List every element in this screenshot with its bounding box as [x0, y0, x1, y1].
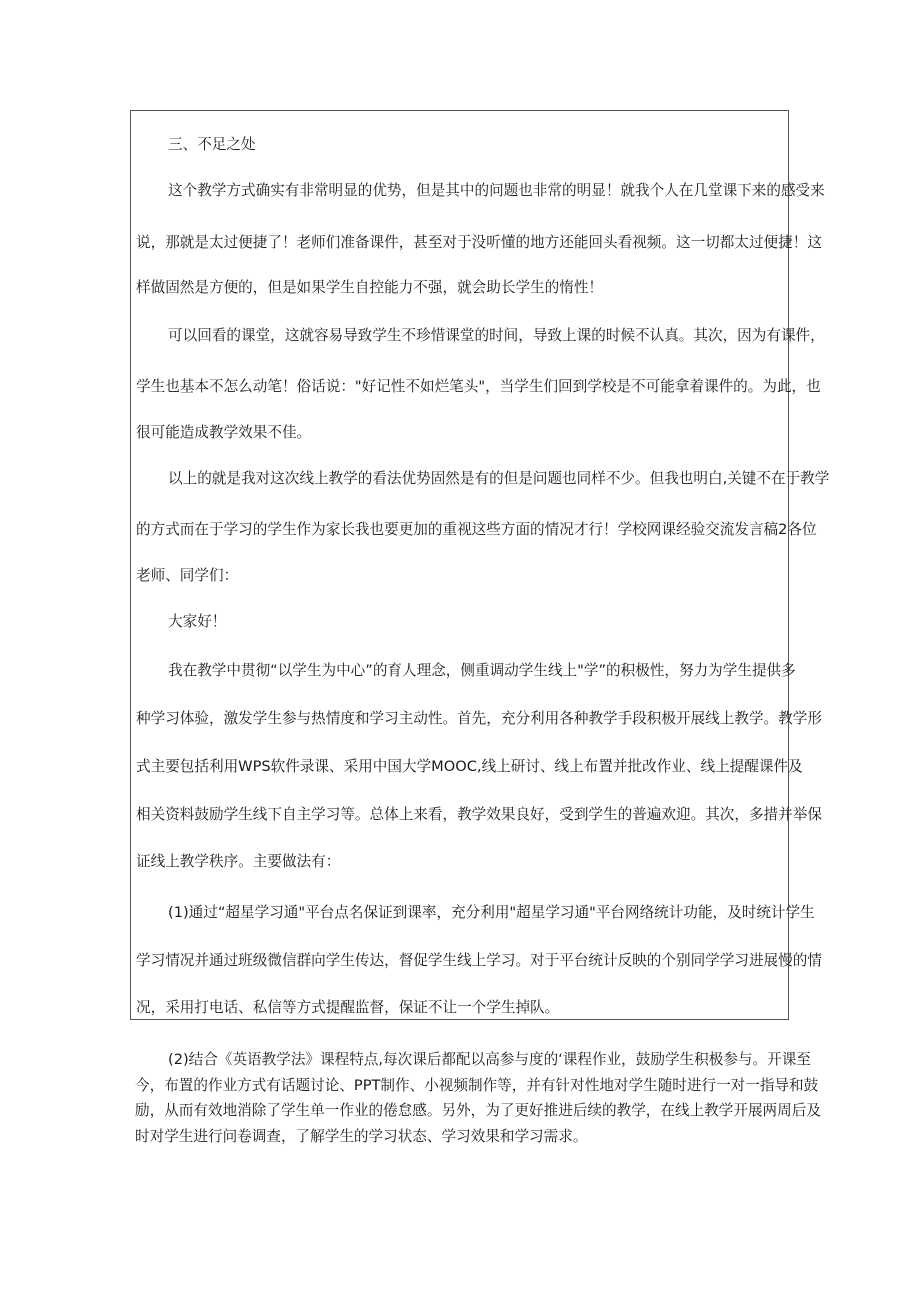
greeting: 大家好！ — [168, 613, 227, 630]
paragraph-line: 这个教学方式确实有非常明显的优势，但是其中的问题也非常的明显！就我个人在几堂课下来的感受来 — [168, 182, 825, 199]
content-table-cell — [130, 110, 830, 1020]
paragraph-line: 况，采用打电话、私信等方式提醒监督，保证不让一个学生掉队。 — [136, 999, 560, 1016]
paragraph-line: 今，布置的作业方式有话题讨论、PPT制作、小视频制作等，并有针对性地对学生随时进行一对一指导和鼓 — [135, 1077, 819, 1094]
paragraph-line: 我在教学中贯彻“以学生为中心”的育人理念，侧重调动学生线上"学”的积极性，努力为学生提供多 — [168, 662, 796, 679]
paragraph-line: 励，从而有效地消除了学生单一作业的倦怠感。另外，为了更好推进后续的教学，在线上教学开展两周后及 — [135, 1102, 821, 1119]
paragraph-line: 很可能造成教学效果不佳。 — [136, 424, 312, 441]
paragraph-line: 样做固然是方便的，但是如果学生自控能力不强，就会助长学生的惰性！ — [136, 279, 604, 296]
section-heading: 三、不足之处 — [168, 136, 256, 153]
paragraph-line: 说，那就是太过便捷了！老师们准备课件，甚至对于没听懂的地方还能回头看视频。这一切都太过便捷！这 — [136, 234, 822, 251]
paragraph-line: 学生也基本不怎么动笔！俗话说："好记性不如烂笔头"，当学生们回到学校是不可能拿着课件的。为此，也 — [136, 378, 821, 395]
paragraph-line: 种学习体验，激发学生参与热情度和学习主动性。首先，充分利用各种教学手段积极开展线上教学。教学形 — [136, 710, 822, 727]
paragraph-line: 的方式而在于学习的学生作为家长我也要更加的重视这些方面的情况才行！学校网课经验交流发言稿2各位 — [136, 521, 817, 538]
paragraph-line: (2)结合《英语教学法》课程特点,每次课后都配以高参与度的‘课程作业，鼓励学生积极参与。开课至 — [168, 1051, 811, 1068]
paragraph-line: 式主要包括利用WPS软件录课、采用中国大学MOOC,线上研讨、线上布置并批改作业、线上提醒课件及 — [136, 758, 803, 775]
paragraph-line: 老师、同学们： — [136, 567, 239, 584]
paragraph-line: 以上的就是我对这次线上教学的看法优势固然是有的但是问题也同样不少。但我也明白,关键不在于教学 — [168, 470, 830, 487]
paragraph-line: 证线上教学秩序。主要做法有： — [136, 853, 341, 870]
paragraph-line: 时对学生进行问卷调查，了解学生的学习状态、学习效果和学习需求。 — [135, 1128, 588, 1145]
paragraph-line: 可以回看的课堂，这就容易导致学生不珍惜课堂的时间，导致上课的时候不认真。其次，因为有课件， — [168, 327, 825, 344]
paragraph-line: 相关资料鼓励学生线下自主学习等。总体上来看，教学效果良好，受到学生的普遍欢迎。其次，多措并举保 — [136, 806, 822, 823]
paragraph-line: (1)通过“超星学习通"平台点名保证到课率，充分利用"超星学习通"平台网络统计功能，及时统计学生 — [168, 904, 815, 921]
paragraph-line: 学习情况并通过班级微信群向学生传达，督促学生线上学习。对于平台统计反映的个别同学学习进展慢的情 — [136, 952, 822, 969]
